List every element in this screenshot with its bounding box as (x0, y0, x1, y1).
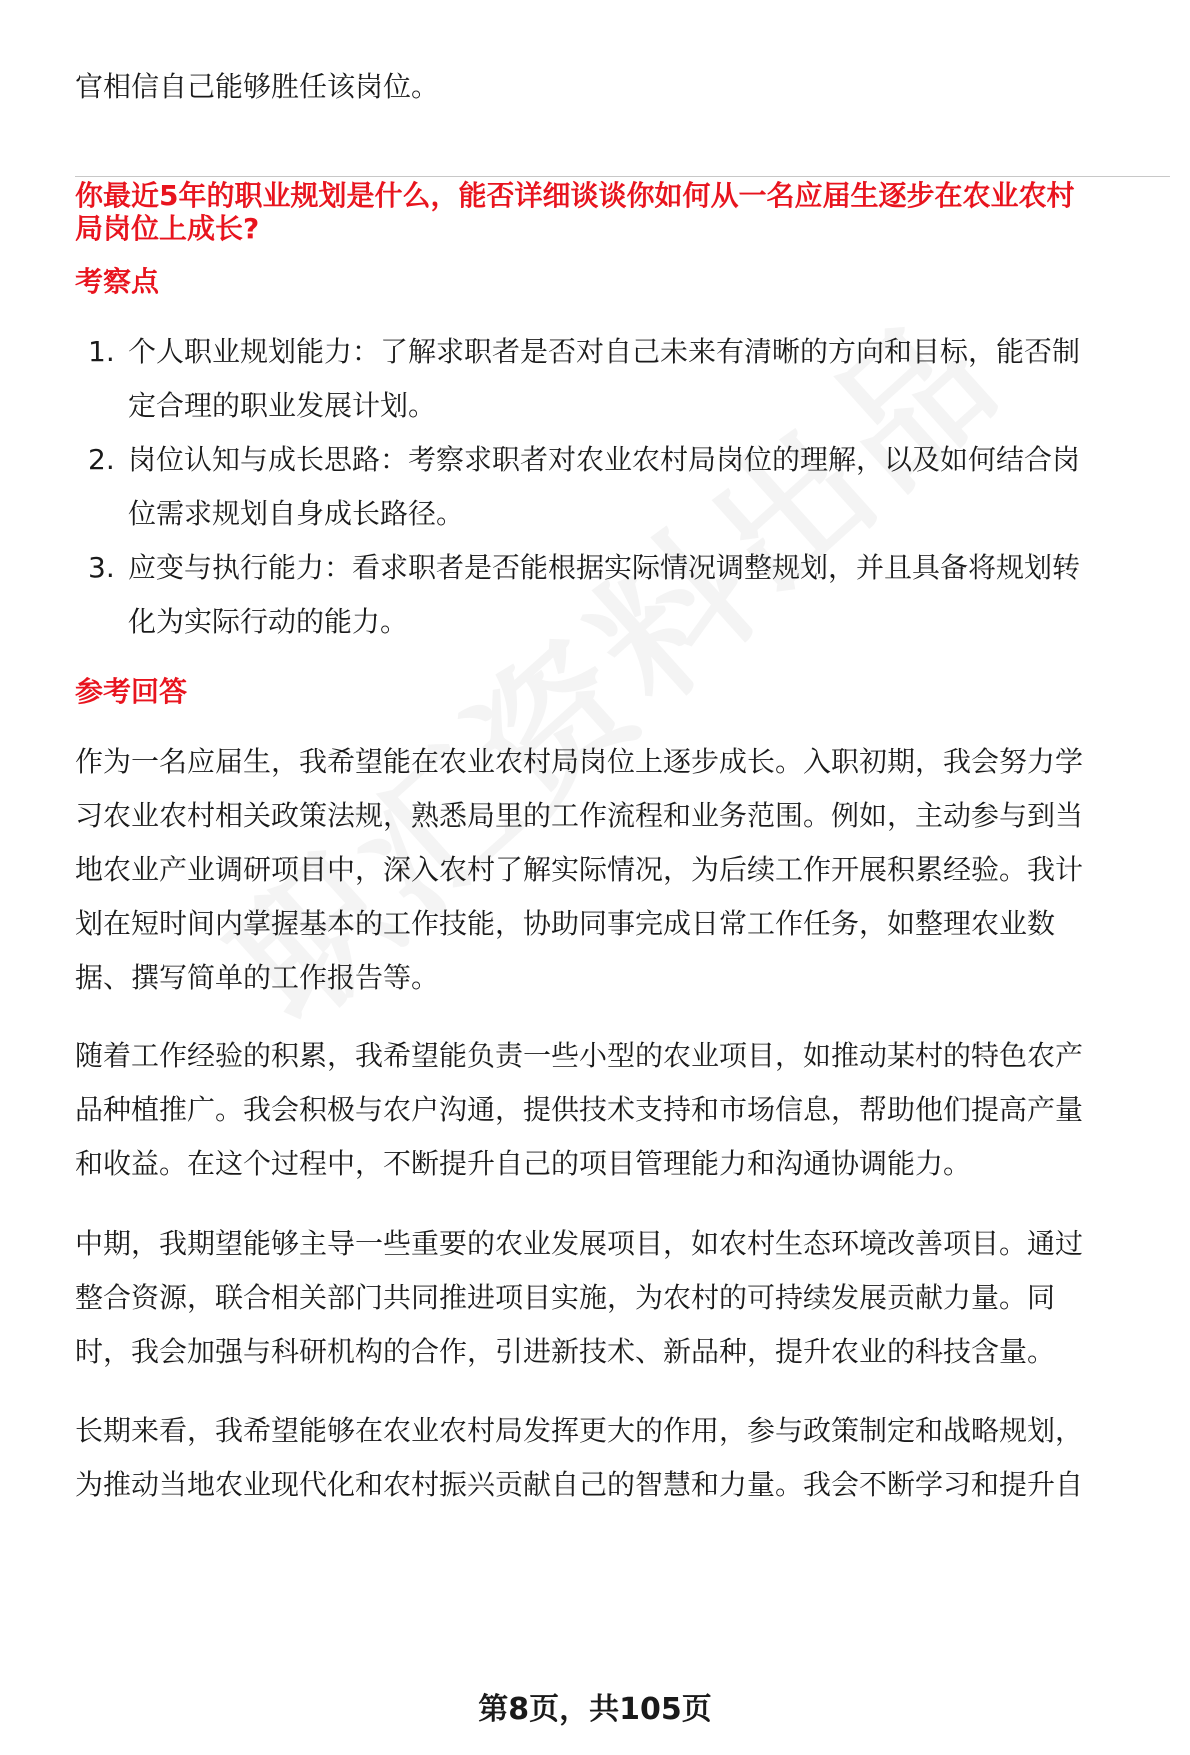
paragraph-line: 划在短时间内掌握基本的工作技能，协助同事完成日常工作任务，如整理农业数 (75, 907, 1056, 940)
question-line: 你最近5年的职业规划是什么，能否详细谈谈你如何从一名应届生逐步在农业农村 (75, 179, 1075, 212)
paragraph-line: 据、撰写简单的工作报告等。 (75, 961, 440, 994)
paragraph-line: 品种植推广。我会积极与农户沟通，提供技术支持和市场信息，帮助他们提高产量 (75, 1093, 1084, 1126)
paragraph-line: 整合资源，联合相关部门共同推进项目实施，为农村的可持续发展贡献力量。同 (75, 1281, 1056, 1314)
list-item-line: 个人职业规划能力：了解求职者是否对自己未来有清晰的方向和目标，能否制 (128, 335, 1081, 368)
list-item-line: 化为实际行动的能力。 (128, 605, 409, 638)
paragraph-line: 为推动当地农业现代化和农村振兴贡献自己的智慧和力量。我会不断学习和提升自 (75, 1468, 1084, 1501)
list-item-line: 定合理的职业发展计划。 (128, 389, 437, 422)
list-item-line: 岗位认知与成长思路：考察求职者对农业农村局岗位的理解，以及如何结合岗 (128, 443, 1081, 476)
continuation-text: 官相信自己能够胜任该岗位。 (75, 70, 440, 103)
section-heading-answer: 参考回答 (75, 675, 188, 708)
page-number-footer: 第8页，共105页 (478, 1692, 712, 1727)
paragraph-line: 作为一名应届生，我希望能在农业农村局岗位上逐步成长。入职初期，我会努力学 (75, 745, 1084, 778)
paragraph-line: 中期，我期望能够主导一些重要的农业发展项目，如农村生态环境改善项目。通过 (75, 1227, 1084, 1260)
paragraph-line: 长期来看，我希望能够在农业农村局发挥更大的作用，参与政策制定和战略规划， (75, 1414, 1084, 1447)
paragraph-line: 随着工作经验的积累，我希望能负责一些小型的农业项目，如推动某村的特色农产 (75, 1039, 1084, 1072)
section-heading-assessment: 考察点 (75, 265, 160, 298)
paragraph-line: 和收益。在这个过程中，不断提升自己的项目管理能力和沟通协调能力。 (75, 1147, 972, 1180)
paragraph-line: 时，我会加强与科研机构的合作，引进新技术、新品种，提升农业的科技含量。 (75, 1335, 1056, 1368)
list-item-line: 应变与执行能力：看求职者是否能根据实际情况调整规划，并且具备将规划转 (128, 551, 1081, 584)
paragraph-line: 地农业产业调研项目中，深入农村了解实际情况，为后续工作开展积累经验。我计 (75, 853, 1084, 886)
list-item-line: 位需求规划自身成长路径。 (128, 497, 465, 530)
paragraph-line: 习农业农村相关政策法规，熟悉局里的工作流程和业务范围。例如，主动参与到当 (75, 799, 1084, 832)
list-number: 2. (88, 443, 115, 476)
list-number: 3. (88, 551, 115, 584)
list-number: 1. (88, 335, 115, 368)
question-line: 局岗位上成长? (75, 212, 260, 245)
